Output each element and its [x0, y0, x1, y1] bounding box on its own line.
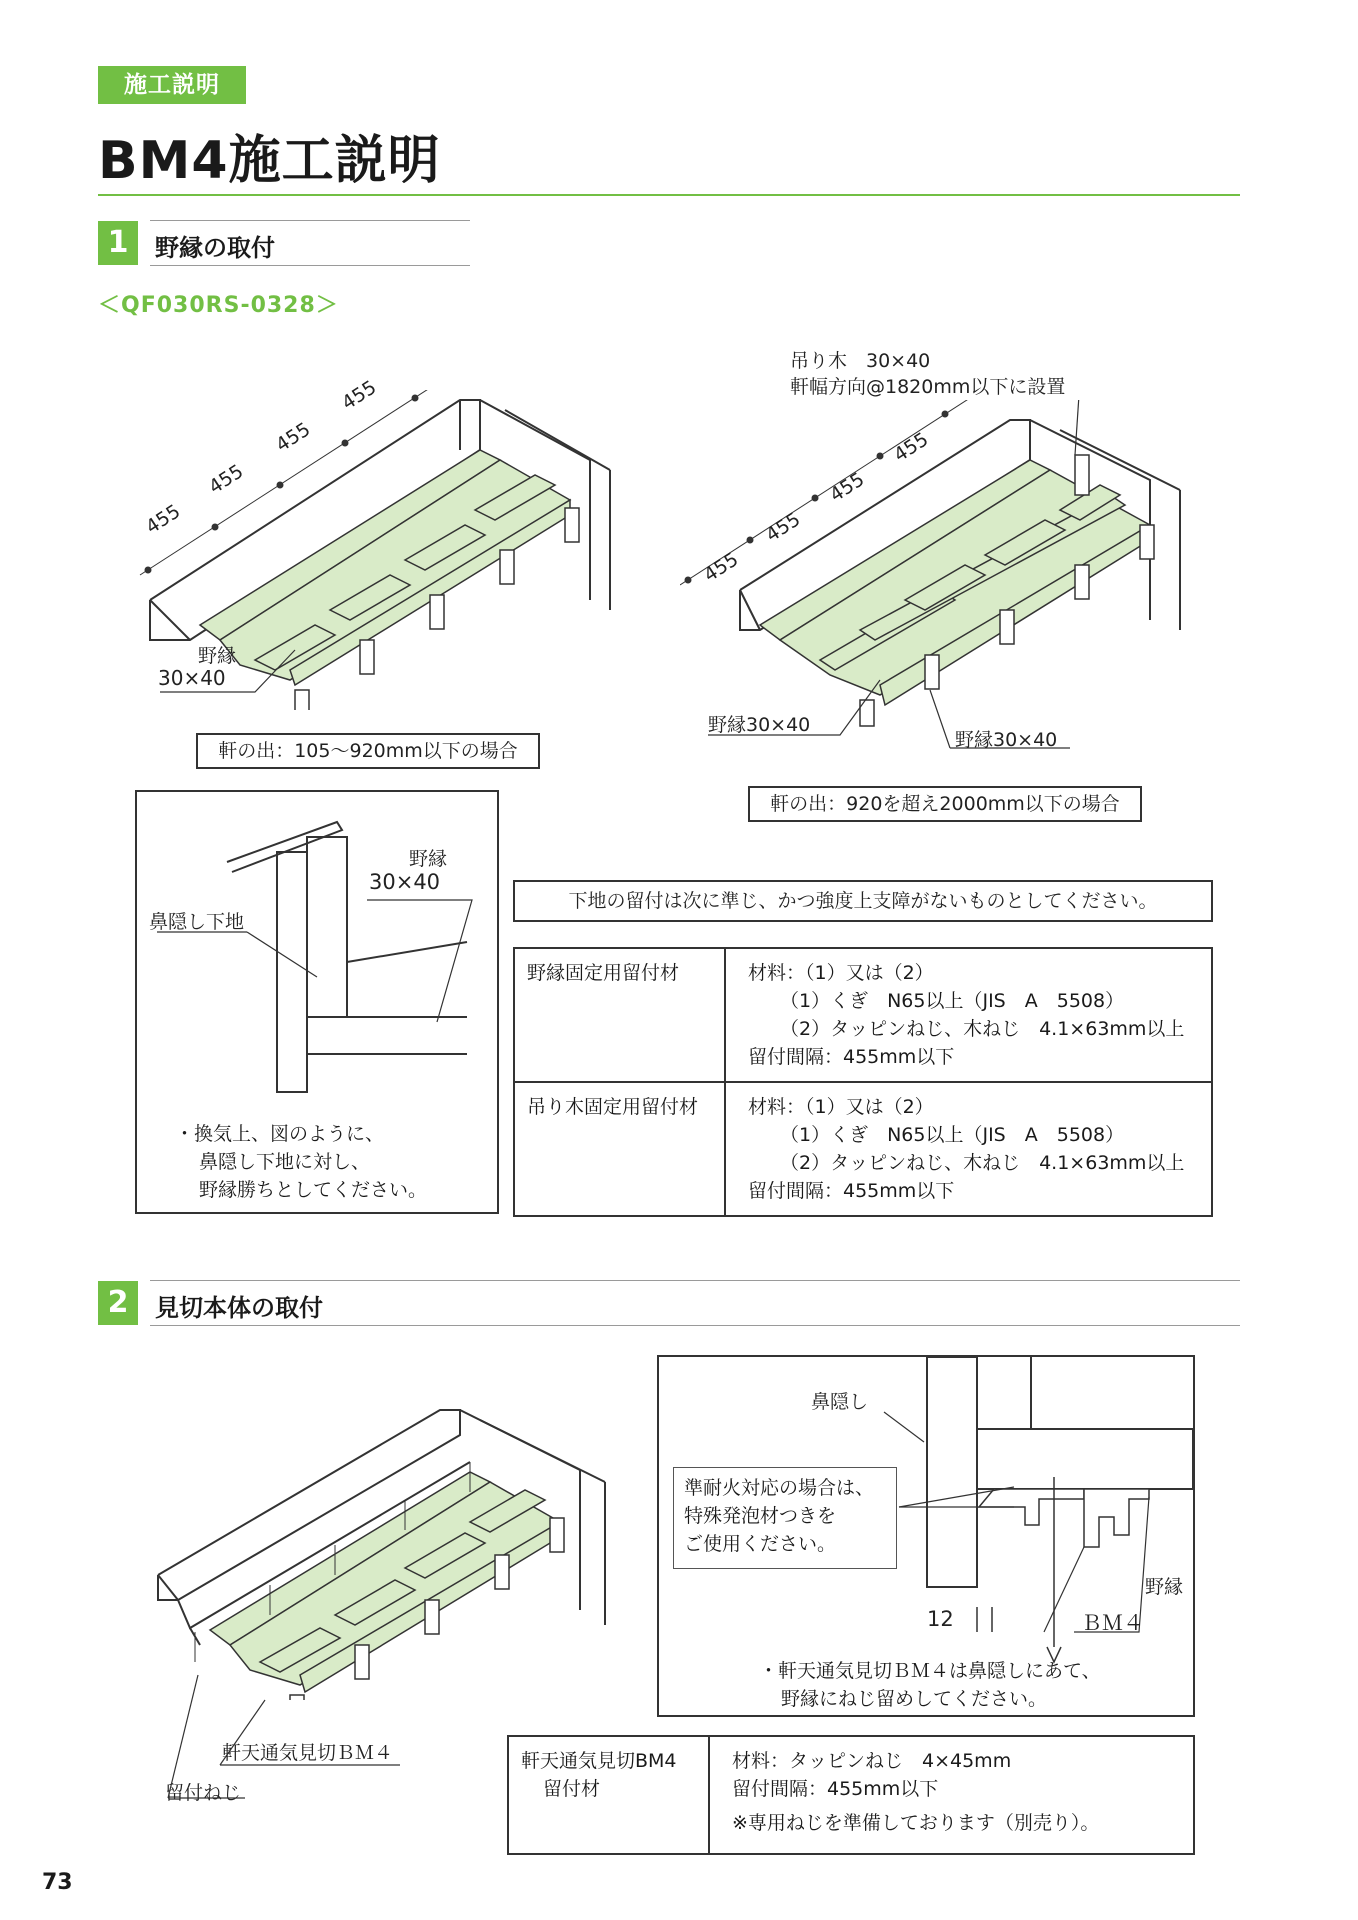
- right-dim-3: 455: [826, 468, 869, 507]
- spec-line: （1）くぎ N65以上（JIS A 5508）: [780, 1124, 1125, 1146]
- callout-line: 特殊発泡材つきを: [684, 1505, 837, 1527]
- section2-rule-top: [150, 1280, 1240, 1281]
- left-dim-3: 455: [272, 418, 315, 457]
- detail-note-2: 鼻隠し下地に対し、: [199, 1151, 371, 1173]
- name-line: 軒天通気見切BM4: [521, 1750, 677, 1772]
- spec-line: （2）タッピンねじ、木ねじ 4.1×63mm以上: [780, 1152, 1185, 1174]
- detail-label-noen: 野縁: [409, 848, 448, 870]
- section2-note-1: ・軒天通気見切ＢＭ４は鼻隠しにあて、: [759, 1660, 1101, 1682]
- spec-line: 留付間隔：455mm以下: [748, 1180, 955, 1202]
- table-cell-name: 野縁固定用留付材: [514, 948, 725, 1082]
- table-cell-spec: [725, 1082, 1212, 1216]
- callout-line: ご使用ください。: [684, 1533, 837, 1555]
- section2-number: 2: [98, 1281, 138, 1325]
- right-dim-2: 455: [762, 508, 805, 547]
- table-cell-name: [508, 1736, 709, 1854]
- detail-box: [135, 790, 499, 1214]
- left-caption: 軒の出：105～920mm以下の場合: [196, 733, 540, 769]
- section1-rule-top: [150, 220, 470, 221]
- page-title: BM4施工説明: [98, 131, 441, 191]
- left-label-size: 30×40: [158, 666, 226, 690]
- section2-dim-12: 12: [927, 1607, 954, 1631]
- title-divider: [98, 194, 1240, 196]
- table-cell-spec: [709, 1736, 1194, 1854]
- spec-line: ※専用ねじを準備しております（別売り）。: [732, 1812, 1100, 1834]
- left-dim-2: 455: [205, 460, 248, 499]
- section2-detail-box: [657, 1355, 1195, 1717]
- product-code: ＜QF030RS-0328＞: [98, 293, 339, 318]
- right-dim-1: 455: [700, 548, 743, 587]
- instruction-box: 下地の留付は次に準じ、かつ強度上支障がないものとしてください。: [513, 880, 1213, 922]
- name-line: 留付材: [543, 1778, 601, 1800]
- section2-table: [507, 1735, 1195, 1855]
- right-caption: 軒の出：920を超え2000mm以下の場合: [748, 786, 1142, 822]
- section1-title: 野縁の取付: [155, 234, 275, 262]
- detail-label-hanakakushi: 鼻隠し下地: [149, 911, 245, 933]
- detail-label-size: 30×40: [369, 870, 441, 894]
- table-cell-name: 吊り木固定用留付材: [514, 1082, 725, 1216]
- right-label-right: 野縁30×40: [955, 729, 1058, 751]
- right-dim-4: 455: [890, 428, 933, 467]
- spec-line: 材料：（1）又は（2）: [748, 1096, 934, 1118]
- spec-line: 材料：（1）又は（2）: [748, 962, 934, 984]
- right-leaders: [700, 660, 1080, 750]
- detail-note-3: 野縁勝ちとしてください。: [199, 1179, 428, 1201]
- right-label-left: 野縁30×40: [708, 714, 811, 736]
- table-row: [514, 1082, 1212, 1216]
- section2-label-bm4: 軒天通気見切ＢＭ４: [222, 1742, 394, 1764]
- left-leader: [155, 640, 315, 700]
- left-dim-4: 455: [338, 376, 381, 415]
- section2-label-noen: 野縁: [1145, 1576, 1184, 1598]
- callout-line: 準耐火対応の場合は、: [684, 1477, 875, 1499]
- section1-rule-bottom: [150, 265, 470, 266]
- section2-title: 見切本体の取付: [155, 1294, 323, 1322]
- section2-label-hanakakushi: 鼻隠し: [811, 1391, 869, 1413]
- left-dim-1: 455: [142, 500, 185, 539]
- spec-line: 留付間隔：455mm以下: [732, 1778, 939, 1800]
- section2-leaders: [160, 1640, 410, 1800]
- callout-box: [673, 1467, 897, 1569]
- table-cell-spec: [725, 948, 1212, 1082]
- detail-note-1: ・換気上、図のように、: [175, 1123, 385, 1145]
- left-label-noen: 野縁: [198, 645, 237, 667]
- right-hanger-spacing: 軒幅方向@1820mm以下に設置: [790, 376, 1066, 398]
- section2-label-screw: 留付ねじ: [165, 1782, 242, 1804]
- spec-line: （1）くぎ N65以上（JIS A 5508）: [780, 990, 1125, 1012]
- spec-line: （2）タッピンねじ、木ねじ 4.1×63mm以上: [780, 1018, 1185, 1040]
- section2-note-2: 野縁にねじ留めしてください。: [781, 1688, 1048, 1710]
- section2-label-bm4-detail: ＢＭ４: [1081, 1611, 1144, 1635]
- section-tag: 施工説明: [98, 66, 246, 104]
- fastener-table: [513, 947, 1213, 1217]
- right-hanger-label: 吊り木 30×40: [790, 350, 931, 372]
- spec-line: 留付間隔：455mm以下: [748, 1046, 955, 1068]
- spec-line: 材料：タッピンねじ 4×45mm: [732, 1750, 1012, 1772]
- section1-number: 1: [98, 221, 138, 265]
- table-row: [514, 948, 1212, 1082]
- section2-rule-bottom: [150, 1325, 1240, 1326]
- page-number: 73: [42, 1870, 73, 1895]
- table-row: [508, 1736, 1194, 1854]
